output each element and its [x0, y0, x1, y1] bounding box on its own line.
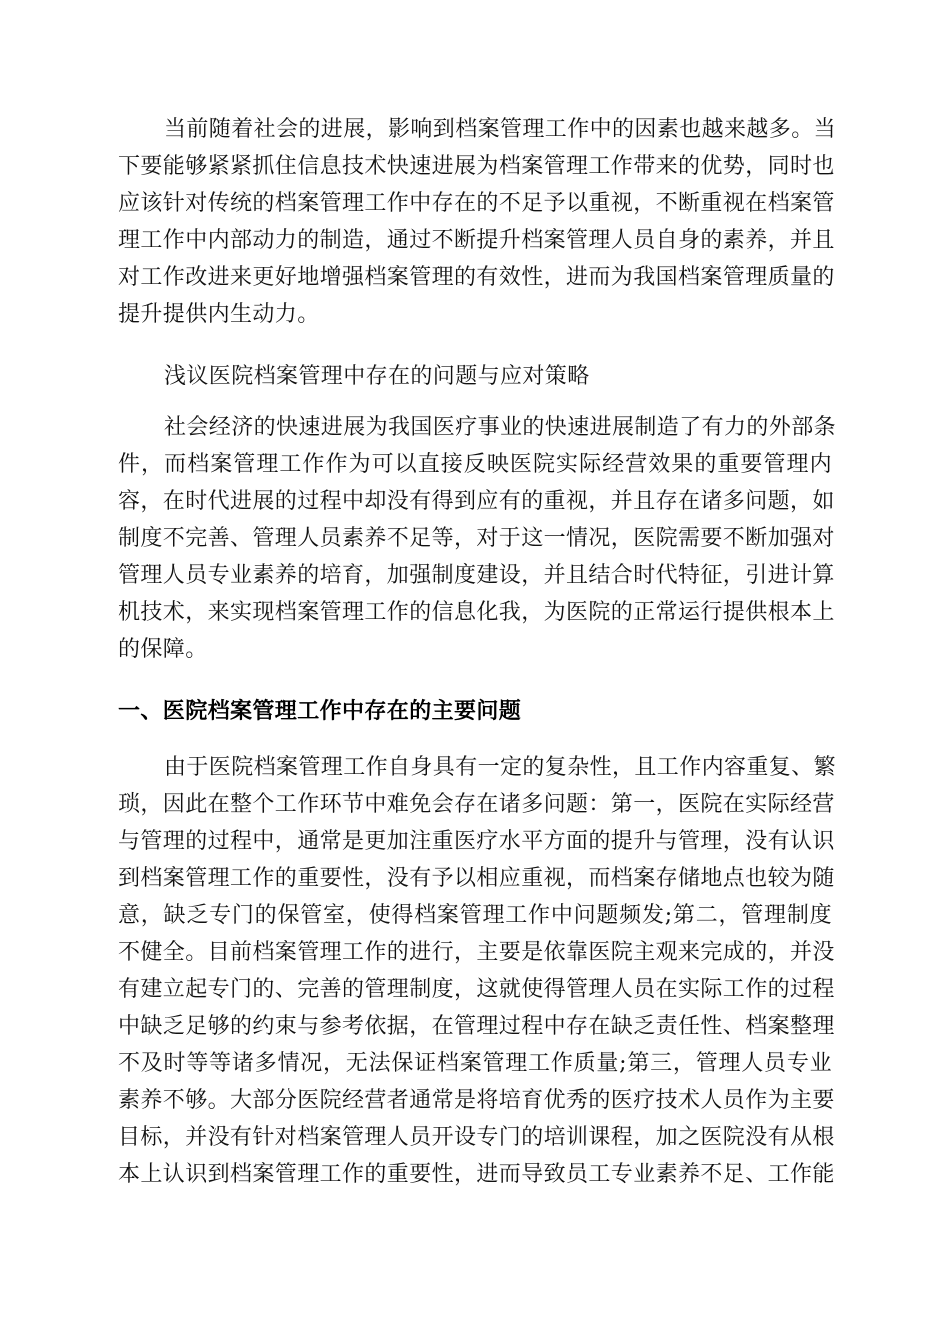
paragraph-line: 机技术，来实现档案管理工作的信息化我，为医院的正常运行提供根本上 — [118, 600, 835, 625]
paragraph-intro — [118, 111, 837, 333]
paragraph-line: 的保障。 — [118, 637, 208, 662]
paragraph-line: 当前随着社会的进展，影响到档案管理工作中的因素也越来越多。当 — [164, 117, 837, 142]
paragraph-line: 本上认识到档案管理工作的重要性，进而导致员工专业素养不足、工作能 — [118, 1162, 835, 1187]
paragraph-line: 与管理的过程中，通常是更加注重医疗水平方面的提升与管理，没有认识 — [118, 829, 835, 854]
paragraph-line: 中缺乏足够的约束与参考依据，在管理过程中存在缺乏责任性、档案整理 — [118, 1014, 835, 1039]
paragraph-line: 琐，因此在整个工作环节中难免会存在诸多问题：第一，医院在实际经营 — [118, 792, 835, 817]
paragraph-line: 制度不完善、管理人员素养不足等，对于这一情况，医院需要不断加强对 — [118, 526, 835, 551]
article-title-line: 浅议医院档案管理中存在的问题与应对策略 — [164, 364, 590, 389]
paragraph-line: 件，而档案管理工作作为可以直接反映医院实际经营效果的重要管理内 — [118, 452, 832, 477]
paragraph-line: 意，缺乏专门的保管室，使得档案管理工作中问题频发;第二，管理制度 — [118, 903, 832, 928]
paragraph-line: 应该针对传统的档案管理工作中存在的不足予以重视，不断重视在档案管 — [118, 191, 835, 216]
section-heading-text: 一、医院档案管理工作中存在的主要问题 — [118, 699, 522, 724]
paragraph-overview — [118, 409, 837, 668]
paragraph-line: 有建立起专门的、完善的管理制度，这就使得管理人员在实际工作的过程 — [118, 977, 835, 1002]
paragraph-line: 对工作改进来更好地增强档案管理的有效性，进而为我国档案管理质量的 — [118, 265, 835, 290]
section-heading — [118, 693, 832, 730]
paragraph-line: 容，在时代进展的过程中却没有得到应有的重视，并且存在诸多问题，如 — [118, 489, 835, 514]
paragraph-line: 管理人员专业素养的培育，加强制度建设，并且结合时代特征，引进计算 — [118, 563, 835, 588]
paragraph-line: 提升提供内生动力。 — [118, 302, 320, 327]
article-title — [118, 358, 832, 395]
paragraph-line: 不健全。目前档案管理工作的进行，主要是依靠医院主观来完成的，并没 — [118, 940, 835, 965]
paragraph-line: 不及时等等诸多情况，无法保证档案管理工作质量;第三，管理人员专业 — [118, 1051, 832, 1076]
paragraph-line: 到档案管理工作的重要性，没有予以相应重视，而档案存储地点也较为随 — [118, 866, 835, 891]
paragraph-line: 目标，并没有针对档案管理人员开设专门的培训课程，加之医院没有从根 — [118, 1125, 835, 1150]
paragraph-line: 由于医院档案管理工作自身具有一定的复杂性，且工作内容重复、繁 — [164, 755, 837, 780]
paragraph-line: 理工作中内部动力的制造，通过不断提升档案管理人员自身的素养，并且 — [118, 228, 835, 253]
paragraph-line: 素养不够。大部分医院经营者通常是将培育优秀的医疗技术人员作为主要 — [118, 1088, 835, 1113]
paragraph-line: 下要能够紧紧抓住信息技术快速进展为档案管理工作带来的优势，同时也 — [118, 154, 835, 179]
paragraph-problems — [118, 749, 837, 1193]
paragraph-line: 社会经济的快速进展为我国医疗事业的快速进展制造了有力的外部条 — [164, 415, 837, 440]
